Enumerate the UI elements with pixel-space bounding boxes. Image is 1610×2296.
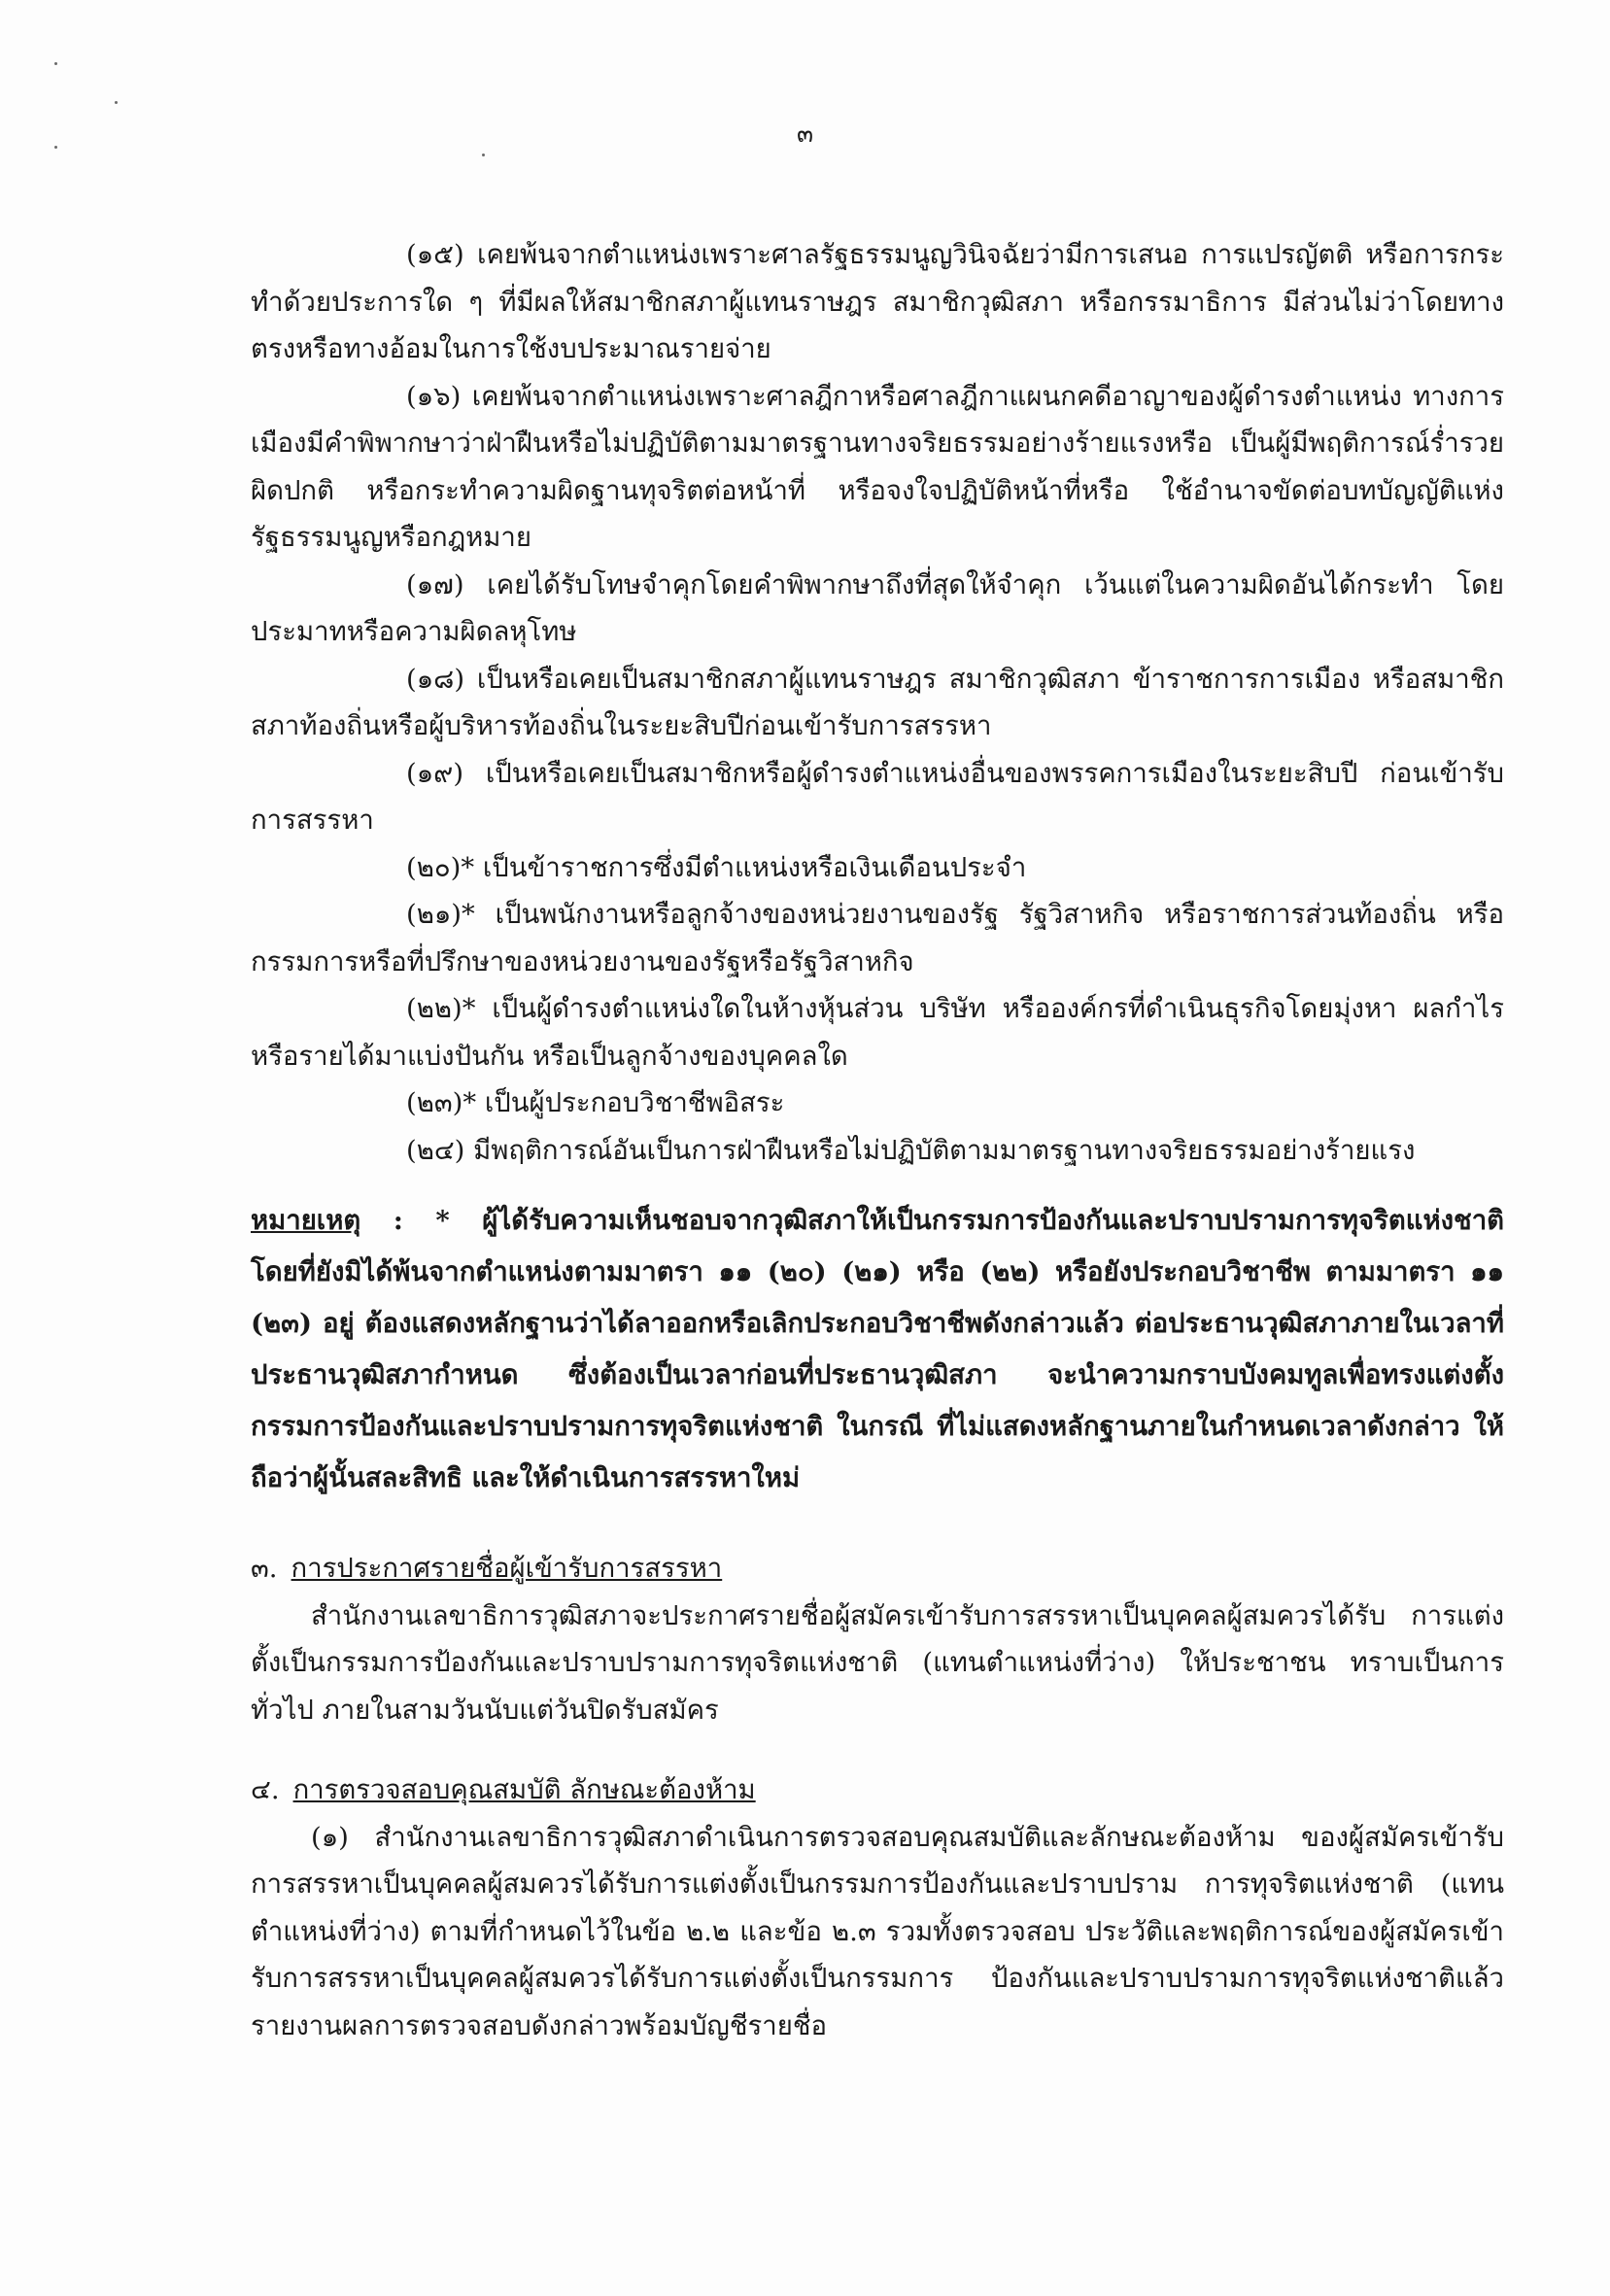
clause-18: (๑๘) เป็นหรือเคยเป็นสมาชิกสภาผู้แทนราษฎร สมาชิกวุฒิสภา ข้าราชการการเมือง หรือสมาชิกสภาท้องถิ่นหรือผู้บริหารท้องถิ่นในระยะสิบปีก่อนเข้ารับการสรรหา bbox=[251, 663, 1504, 741]
section-4-title: การตรวจสอบคุณสมบัติ ลักษณะต้องห้าม bbox=[292, 1774, 756, 1805]
section-3-text: สำนักงานเลขาธิการวุฒิสภาจะประกาศรายชื่อผู้สมัครเข้ารับการสรรหาเป็นบุคคลผู้สมควรได้รับ การแต่งตั้งเป็นกรรมการป้องกันและปราบปรามการทุจริตแห่งชาติ (แทนตำแหน่งที่ว่าง) ให้ประชาชน ทราบเป็นการทั่วไป ภายในสามวันนับแต่วันปิดรับสมัคร bbox=[251, 1599, 1504, 1726]
scan-speck bbox=[54, 62, 57, 65]
clause-20: (๒๐)* เป็นข้าราชการซึ่งมีตำแหน่งหรือเงินเดือนประจำ bbox=[406, 851, 1027, 883]
section-3-title: การประกาศรายชื่อผู้เข้ารับการสรรหา bbox=[291, 1553, 723, 1584]
remark-label: หมายเหตุ bbox=[251, 1205, 361, 1236]
section-4-heading bbox=[251, 1766, 1504, 1814]
clause-21: (๒๑)* เป็นพนักงานหรือลูกจ้างของหน่วยงานของรัฐ รัฐวิสาหกิจ หรือราชการส่วนท้องถิ่น หรือกรรมการหรือที่ปรึกษาของหน่วยงานของรัฐหรือรัฐวิสาหกิจ bbox=[251, 899, 1504, 977]
section-4-number: ๔. bbox=[251, 1774, 280, 1805]
page-number: ๓ bbox=[796, 120, 814, 148]
section-3-heading bbox=[251, 1545, 1504, 1593]
clause-19: (๑๙) เป็นหรือเคยเป็นสมาชิกหรือผู้ดำรงตำแหน่งอื่นของพรรคการเมืองในระยะสิบปี ก่อนเข้ารับการสรรหา bbox=[251, 757, 1504, 836]
clause-22: (๒๒)* เป็นผู้ดำรงตำแหน่งใดในห้างหุ้นส่วน บริษัท หรือองค์กรที่ดำเนินธุรกิจโดยมุ่งหา ผลกำไรหรือรายได้มาแบ่งปันกัน หรือเป็นลูกจ้างของบุคคลใด bbox=[251, 993, 1504, 1072]
section-4-text: (๑) สำนักงานเลขาธิการวุฒิสภาดำเนินการตรวจสอบคุณสมบัติและลักษณะต้องห้าม ของผู้สมัครเข้ารับการสรรหาเป็นบุคคลผู้สมควรได้รับการแต่งตั้งเป็นกรรมการป้องกันและปราบปราม การทุจริตแห่งชาติ (แทนตำแหน่งที่ว่าง) ตามที่กำหนดไว้ในข้อ ๒.๒ และข้อ ๒.๓ รวมทั้งตรวจสอบ ประวัติและพฤติการณ์ของผู้สมัครเข้ารับการสรรหาเป็นบุคคลผู้สมควรได้รับการแต่งตั้งเป็นกรรมการ ป้องกันและปราบปรามการทุจริตแห่งชาติแล้วรายงานผลการตรวจสอบดังกล่าวพร้อมบัญชีรายชื่อ bbox=[251, 1821, 1504, 2041]
scan-speck bbox=[482, 154, 485, 156]
clause-24: (๒๔) มีพฤติการณ์อันเป็นการฝ่าฝืนหรือไม่ปฏิบัติตามมาตรฐานทางจริยธรรมอย่างร้ายแรง bbox=[406, 1134, 1416, 1166]
remark-text: : * ผู้ได้รับความเห็นชอบจากวุฒิสภาให้เป็นกรรมการป้องกันและปราบปรามการทุจริตแห่งชาติ โดยที่ยังมิได้พ้นจากตำแหน่งตามมาตรา ๑๑ (๒๐) (๒๑) หรือ (๒๒) หรือยังประกอบวิชาชีพ ตามมาตรา ๑๑ (๒๓) อยู่ ต้องแสดงหลักฐานว่าได้ลาออกหรือเลิกประกอบวิชาชีพดังกล่าวแล้ว ต่อประธานวุฒิสภาภายในเวลาที่ประธานวุฒิสภากำหนด ซึ่งต้องเป็นเวลาก่อนที่ประธานวุฒิสภา จะนำความกราบบังคมทูลเพื่อทรงแต่งตั้งกรรมการป้องกันและปราบปรามการทุจริตแห่งชาติ ในกรณี ที่ไม่แสดงหลักฐานภายในกำหนดเวลาดังกล่าว ให้ถือว่าผู้นั้นสละสิทธิ และให้ดำเนินการสรรหาใหม่ bbox=[251, 1205, 1504, 1493]
clause-16: (๑๖) เคยพ้นจากตำแหน่งเพราะศาลฎีกาหรือศาลฎีกาแผนกคดีอาญาของผู้ดำรงตำแหน่ง ทางการเมืองมีคำพิพากษาว่าฝ่าฝืนหรือไม่ปฏิบัติตามมาตรฐานทางจริยธรรมอย่างร้ายแรงหรือ เป็นผู้มีพฤติการณ์ร่ำรวยผิดปกติ หรือกระทำความผิดฐานทุจริตต่อหน้าที่ หรือจงใจปฏิบัติหน้าที่หรือ ใช้อำนาจขัดต่อบทบัญญัติแห่งรัฐธรรมนูญหรือกฎหมาย bbox=[251, 380, 1504, 553]
clause-17: (๑๗) เคยได้รับโทษจำคุกโดยคำพิพากษาถึงที่สุดให้จำคุก เว้นแต่ในความผิดอันได้กระทำ โดยประมาทหรือความผิดลหุโทษ bbox=[251, 568, 1504, 647]
remark-note bbox=[251, 1195, 1504, 1504]
scan-speck bbox=[115, 101, 118, 104]
document-body bbox=[251, 231, 1504, 2049]
section-3-number: ๓. bbox=[251, 1553, 278, 1584]
clause-15: (๑๕) เคยพ้นจากตำแหน่งเพราะศาลรัฐธรรมนูญวินิจฉัยว่ามีการเสนอ การแปรญัตติ หรือการกระทำด้วยประการใด ๆ ที่มีผลให้สมาชิกสภาผู้แทนราษฎร สมาชิกวุฒิสภา หรือกรรมาธิการ มีส่วนไม่ว่าโดยทางตรงหรือทางอ้อมในการใช้งบประมาณรายจ่าย bbox=[251, 239, 1504, 364]
clause-23: (๒๓)* เป็นผู้ประกอบวิชาชีพอิสระ bbox=[406, 1087, 785, 1118]
